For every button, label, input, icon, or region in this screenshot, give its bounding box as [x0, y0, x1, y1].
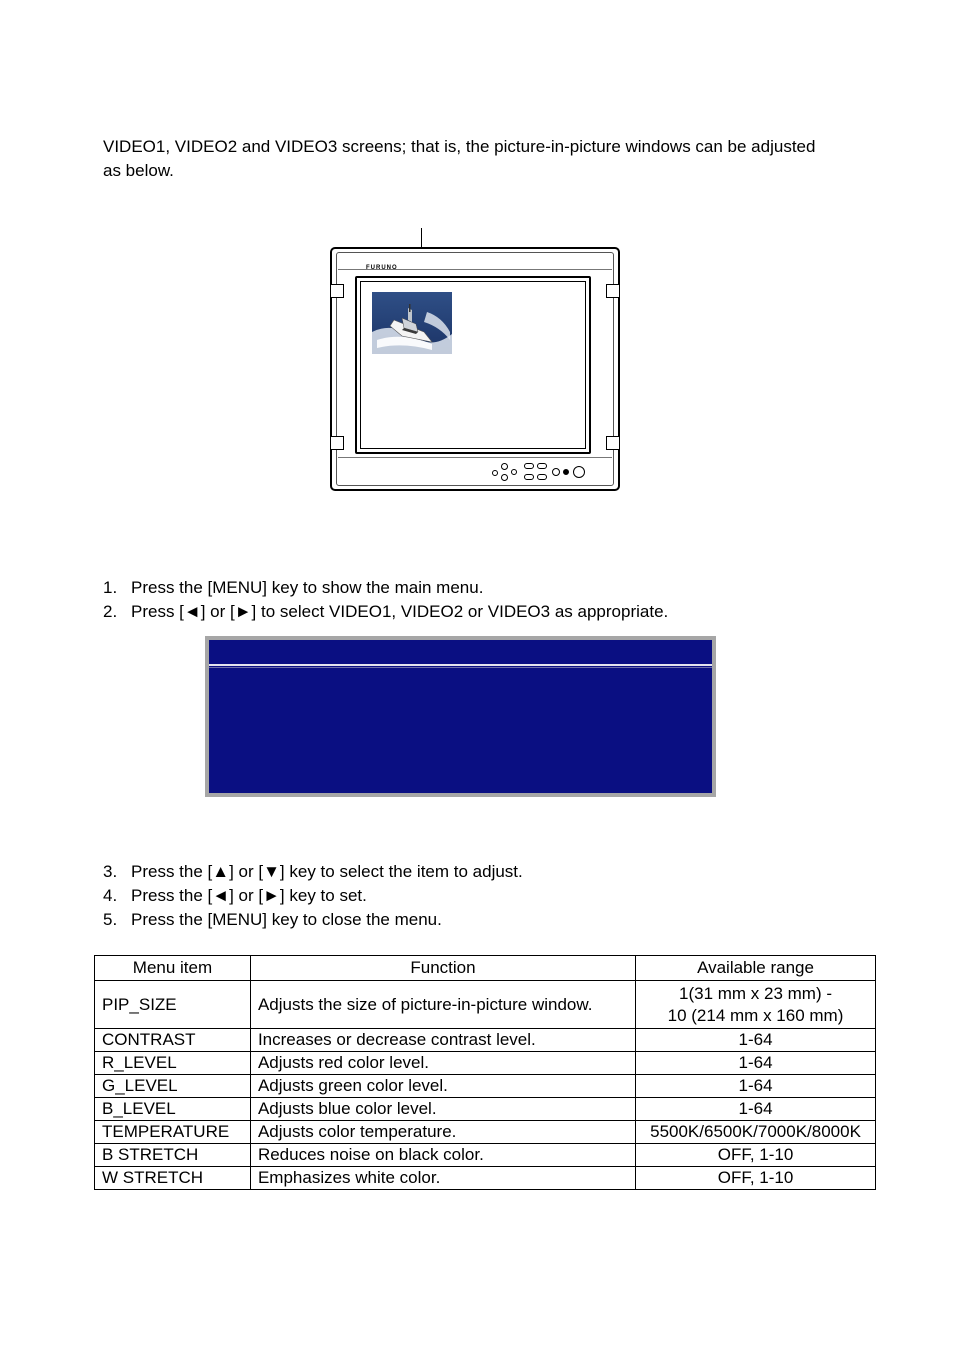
range-cell: 1-64 — [636, 1029, 876, 1052]
step-item: 3. Press the [▲] or [▼] key to select the item to adjust. — [103, 862, 523, 881]
range-cell: 1-64 — [636, 1052, 876, 1075]
menu-screen — [209, 640, 712, 793]
column-header: Menu item — [95, 956, 251, 981]
table-row — [95, 1121, 876, 1144]
menu-item-cell: G_LEVEL — [95, 1075, 251, 1098]
control-button-icon — [492, 470, 498, 476]
menu-item-cell: B_LEVEL — [95, 1098, 251, 1121]
function-cell: Increases or decrease contrast level. — [250, 1029, 635, 1052]
control-button-icon — [501, 474, 508, 481]
menu-separator — [209, 664, 712, 666]
column-header: Function — [250, 956, 635, 981]
function-cell: Reduces noise on black color. — [250, 1144, 635, 1167]
control-button-icon — [563, 469, 569, 475]
monitor-screen-frame — [355, 276, 591, 454]
steps-list-b — [103, 860, 523, 932]
steps-list-a — [103, 576, 668, 624]
range-cell: OFF, 1-10 — [636, 1167, 876, 1190]
function-cell: Adjusts red color level. — [250, 1052, 635, 1075]
step-item: 2. Press [◄] or [►] to select VIDEO1, VIDEO2 or VIDEO3 as appropriate. — [103, 602, 669, 621]
function-cell: Emphasizes white color. — [250, 1167, 635, 1190]
range-cell: 1-64 — [636, 1098, 876, 1121]
control-button-icon — [511, 469, 517, 475]
control-button-icon — [537, 474, 547, 480]
intro-paragraph: VIDEO1, VIDEO2 and VIDEO3 screens; that is, the picture-in-picture windows can be adjusted as below. — [103, 137, 816, 180]
function-cell: Adjusts the size of picture-in-picture window. — [250, 981, 635, 1029]
step-item: 5. Press the [MENU] key to close the menu. — [103, 910, 442, 929]
table-row — [95, 1052, 876, 1075]
menu-item-cell: W STRETCH — [95, 1167, 251, 1190]
menu-item-cell: CONTRAST — [95, 1029, 251, 1052]
range-cell: 5500K/6500K/7000K/8000K — [636, 1121, 876, 1144]
table-row — [95, 1075, 876, 1098]
mount-tab — [606, 284, 620, 298]
mount-tab — [330, 436, 344, 450]
control-button-icon — [524, 474, 534, 480]
function-cell: Adjusts color temperature. — [250, 1121, 635, 1144]
table-row — [95, 1029, 876, 1052]
monitor-brand-logo: FURUNO — [366, 265, 398, 271]
power-button-icon — [573, 466, 585, 478]
table-row — [95, 1098, 876, 1121]
control-button-icon — [552, 468, 560, 476]
monitor-control-buttons — [492, 461, 592, 485]
table-row — [95, 1144, 876, 1167]
column-header: Available range — [636, 956, 876, 981]
function-cell: Adjusts green color level. — [250, 1075, 635, 1098]
mount-tab — [330, 284, 344, 298]
mount-tab — [606, 436, 620, 450]
step-item: 4. Press the [◄] or [►] key to set. — [103, 886, 367, 905]
range-cell: OFF, 1-10 — [636, 1144, 876, 1167]
range-cell: 1(31 mm x 23 mm) - 10 (214 mm x 160 mm) — [636, 981, 876, 1029]
adjustment-table — [94, 955, 876, 1190]
menu-item-cell: PIP_SIZE — [95, 981, 251, 1029]
pip-window-boat-image — [372, 292, 452, 354]
control-button-icon — [501, 463, 508, 470]
menu-item-cell: TEMPERATURE — [95, 1121, 251, 1144]
table-row — [95, 1167, 876, 1190]
control-button-icon — [524, 463, 534, 469]
table-row — [95, 981, 876, 1029]
monitor-body — [330, 247, 620, 491]
table-header-row — [95, 956, 876, 981]
monitor-screen — [360, 281, 586, 449]
video-menu-screenshot — [205, 636, 716, 797]
range-cell: 1-64 — [636, 1075, 876, 1098]
menu-item-cell: R_LEVEL — [95, 1052, 251, 1075]
control-button-icon — [537, 463, 547, 469]
step-item: 1. Press the [MENU] key to show the main menu. — [103, 578, 484, 597]
monitor-illustration — [320, 224, 630, 499]
menu-item-cell: B STRETCH — [95, 1144, 251, 1167]
function-cell: Adjusts blue color level. — [250, 1098, 635, 1121]
